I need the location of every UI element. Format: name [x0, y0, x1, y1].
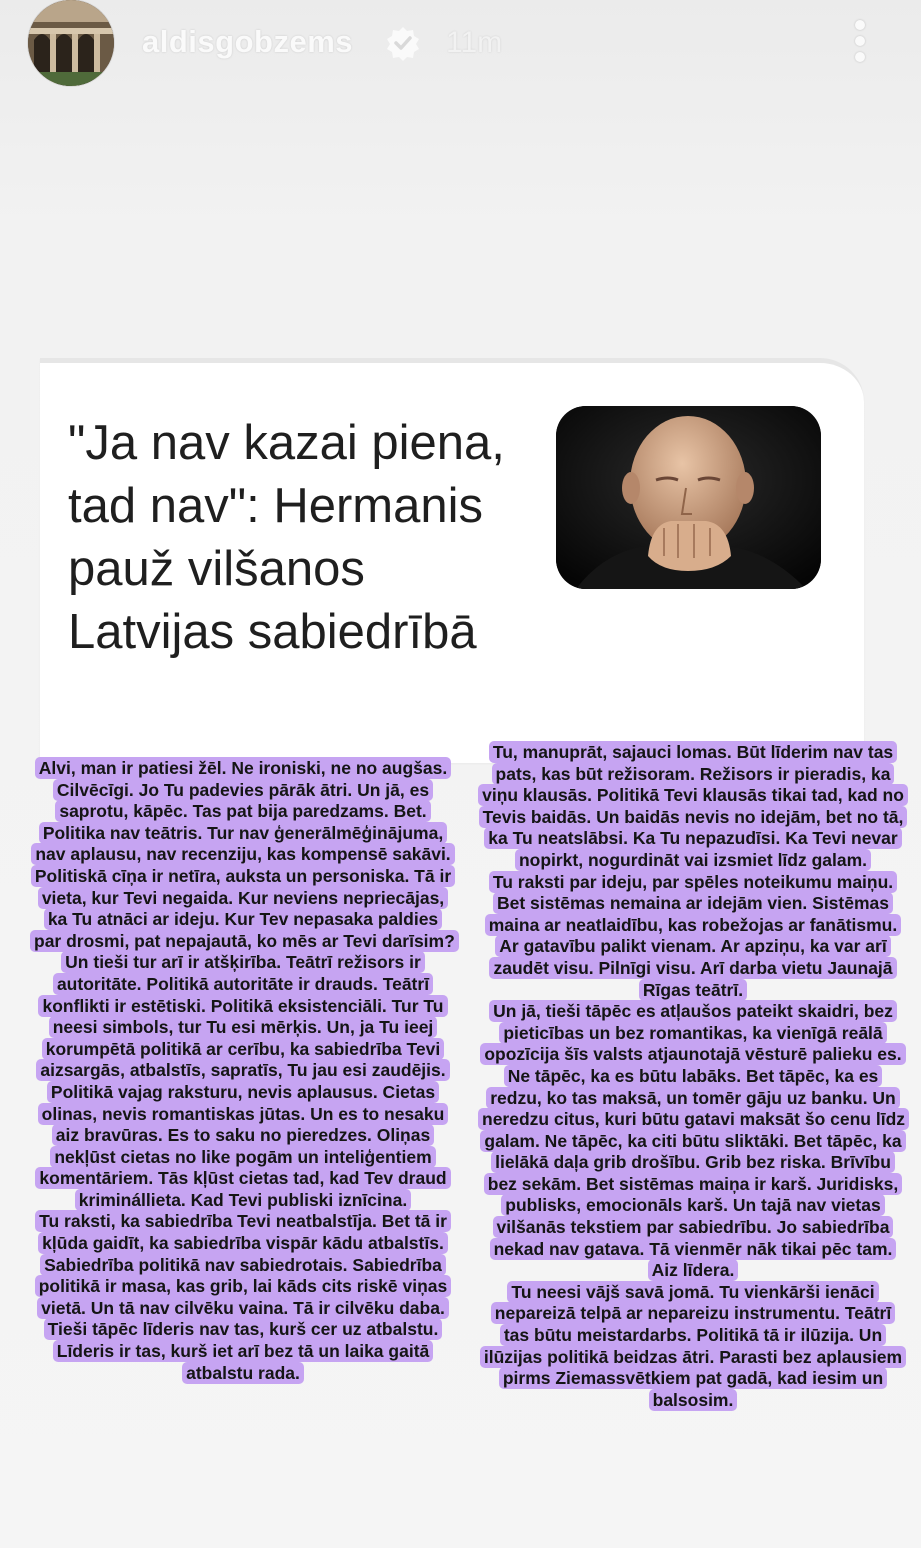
avatar-photo [28, 0, 114, 86]
text-column-right [478, 742, 908, 1411]
article-photo [556, 406, 821, 589]
more-vertical-icon[interactable] [850, 20, 870, 68]
paragraph [478, 1282, 908, 1412]
username[interactable]: aldisgobzems [142, 24, 353, 59]
paragraph-text: Politikā vajag raksturu, nevis aplausus. Cietas olinas, nevis romantiskas jūtas. Un es to nesaku aiz bravūras. Es to saku no pieredzes. Oliņas nekļūst cietas no like pogām un inteliģentiem komentāriem. Tās kļūst cietas tad, kad Tev draud kriminállieta. Kad Tevi publiski iznīcina. [35, 1081, 450, 1211]
paragraph [478, 872, 908, 1002]
paragraph [30, 758, 456, 1082]
paragraph-text: Tu raksti par ideju, par spēles noteikumu maiņu. Bet sistēmas nemaina ar idejām vien. Sistēmas maina ar neatlaidību, kas robežojas ar fanātismu. Ar gatavību palikt vienam. Ar apziņu, ka var arī zaudēt visu. Pilnīgi visu. Arī darba vietu Jaunajā Rīgas teātrī. [485, 871, 901, 1001]
article-headline: "Ja nav kazai piena, tad nav": Hermanis pauž vilšanos Latvijas sabiedrībā [68, 416, 505, 659]
paragraph-text: Tu raksti, ka sabiedrība Tevi neatbalstīja. Bet tā ir kļūda gaidīt, ka sabiedrība vispār kādu atbalstīs. Sabiedrība politikā nav sabiedrotais. Sabiedrība politikā ir masa, kas grib, lai kāds cits riskē viņas vietā. Un tā nav cilvēku vaina. Tā ir cilvēku daba. Tieši tāpēc līderis nav tas, kurš cer uz atbalstu. Līderis ir tas, kurš iet arī bez tā un laika gaitā atbalstu rada. [35, 1210, 452, 1383]
paragraph-text: Tu, manuprāt, sajauci lomas. Būt līderim nav tas pats, kas būt režisoram. Režisors ir pieradis, ka viņu klausās. Politikā Tevi klausās tikai tad, kad no Tevis baidās. Un baidās nevis no idejām, bet no tā, ka Tu neatslābsi. Ka Tu nepazudīsi. Ka Tevi nevar nopirkt, nogurdināt vai izsmiet līdz galam. [478, 741, 908, 871]
paragraph-text: Tu neesi vājš savā jomā. Tu vienkārši ienāci nepareizā telpā ar nepareizu instrumentu. Teātrī tas būtu meistardarbs. Politikā tā ir ilūzija. Un ilūzijas politikā beidzas ātri. Parasti bez aplausiem pirms Ziemassvētkiem pat gadā, kad iesim un balsosim. [480, 1281, 906, 1411]
portrait-photo [556, 406, 821, 589]
paragraph-text: Alvi, man ir patiesi žēl. Ne ironiski, ne no augšas. Cilvēcīgi. Jo Tu padevies pārāk ātri. Un jā, es saprotu, kāpēc. Tas pat bija paredzams. Bet. Politika nav teātris. Tur nav ģenerālmēģinājuma, nav aplausu, nav recenziju, kas kompensē sakāvi. Politiskā cīņa ir netīra, auksta un personiska. Tā ir vieta, kur Tevi negaida. Kur neviens nepriecājas, ka Tu atnāci ar ideju. Kur Tev nepasaka paldies par drosmi, pat nepajautā, ko mēs ar Tevi darīsim? Un tieši tur arī ir atšķirība. Teātrī režisors ir autoritāte. Politikā autoritāte ir drauds. Teātrī konflikti ir estētiski. Politikā eksistenciāli. Tur Tu neesi simbols, tur Tu esi mērķis. Un, ja Tu ieej korumpētā politikā ar cerību, ka sabiedrība Tevi aizsargās, atbalstīs, sapratīs, Tu jau esi zaudējis. [30, 757, 459, 1081]
text-column-left [30, 758, 456, 1384]
avatar[interactable] [28, 0, 114, 86]
paragraph-text: Un jā, tieši tāpēc es atļaušos pateikt skaidri, bez pieticības un bez romantikas, ka vienīgā reālā opozīcija šīs valsts atjaunotajā vēsturē palieku es. Ne tāpēc, ka es būtu labāks. Bet tāpēc, ka es redzu, ko tas maksā, un tomēr gāju uz banku. Un neredzu citus, kuri būtu gatavi maksāt šo cenu līdz galam. Ne tāpēc, ka citi būtu sliktāki. Bet tāpēc, ka lielākā daļa grib drošību. Grib bez riska. Brīvību bez sekām. Bet sistēmas maiņa ir karš. Juridisks, publisks, emocionāls karš. Un tajā nav vietas vilšanās tekstiem par sabiedrību. Jo sabiedrība nekad nav gatava. Tā vienmēr nāk tikai pēc tam. Aiz līdera. [478, 1000, 909, 1281]
paragraph [478, 742, 908, 872]
paragraph [30, 1211, 456, 1384]
story-header [0, 0, 921, 90]
post-time: 11m [446, 26, 503, 59]
paragraph [30, 1082, 456, 1212]
paragraph [478, 1001, 908, 1282]
verified-badge-icon [385, 25, 421, 61]
